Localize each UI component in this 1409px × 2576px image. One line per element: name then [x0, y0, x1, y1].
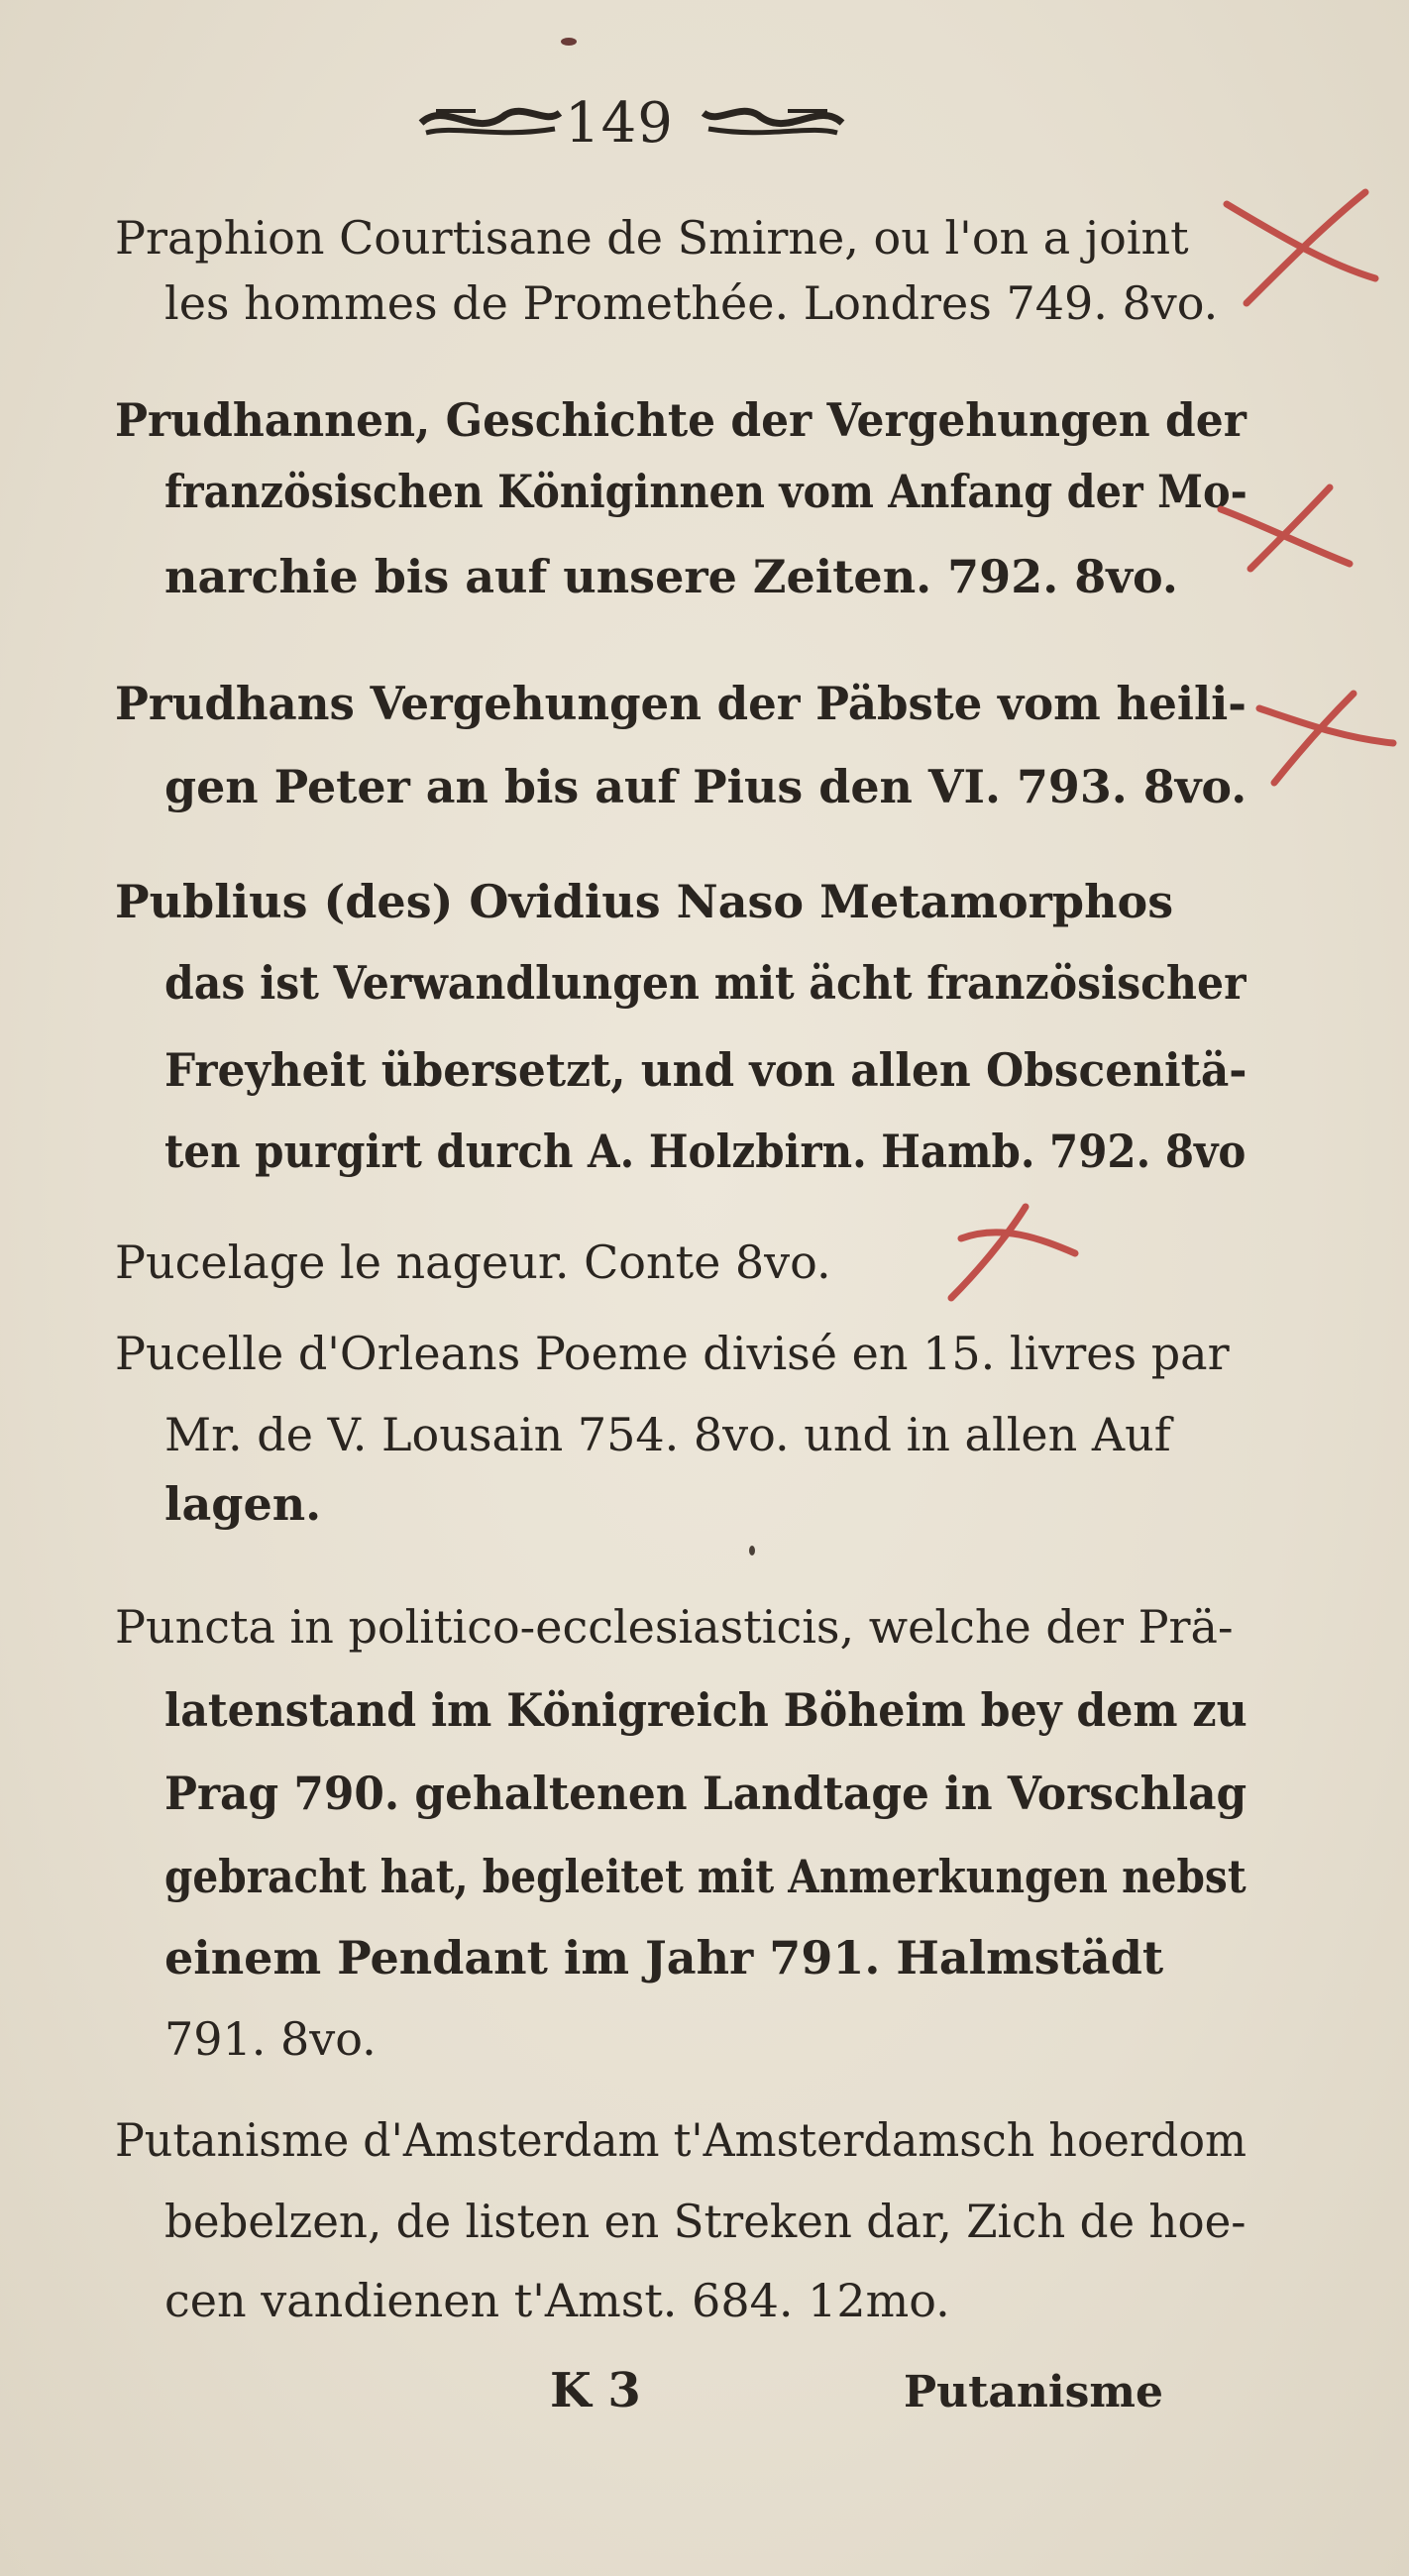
red-cross-mark-icon	[1245, 684, 1403, 793]
entry-line: cen vandienen t'Amst. 684. 12mo.	[164, 2274, 950, 2327]
right-ornament-icon	[699, 95, 847, 145]
entry-line: Prudhannen, Geschichte der Vergehungen der	[115, 393, 1246, 447]
signature-mark: K 3	[550, 2363, 641, 2418]
entry-line: Pucelle d'Orleans Poeme divisé en 15. livres par	[115, 1327, 1230, 1380]
entry-line: ten purgirt durch A. Holzbirn. Hamb. 792. 8vo	[164, 1125, 1246, 1178]
red-cross-mark-icon	[1217, 184, 1385, 313]
entry-line: Praphion Courtisane de Smirne, ou l'on a joint	[115, 211, 1189, 265]
entry-line: französischen Königinnen vom Anfang der Mo-	[164, 465, 1247, 518]
entry-line: lagen.	[164, 1477, 322, 1531]
entry-line: Putanisme d'Amsterdam t'Amsterdamsch hoerdom	[115, 2113, 1247, 2167]
catchword: Putanisme	[904, 2367, 1163, 2417]
left-ornament-icon	[416, 95, 565, 145]
entry-line: Pucelage le nageur. Conte 8vo.	[115, 1235, 831, 1289]
entry-line: gen Peter an bis auf Pius den VI. 793. 8vo.	[164, 760, 1247, 813]
entry-line: einem Pendant im Jahr 791. Halmstädt	[164, 1931, 1164, 1985]
entry-line: Prag 790. gehaltenen Landtage in Vorschlag	[164, 1767, 1247, 1820]
page-footer	[0, 2363, 1409, 2442]
entry-line: Freyheit übersetzt, und von allen Obscenitä-	[164, 1043, 1247, 1097]
entry-line: bebelzen, de listen en Streken dar, Zich de hoe-	[164, 2195, 1246, 2248]
entry-line: Puncta in politico-ecclesiasticis, welche der Prä-	[115, 1600, 1234, 1654]
ink-speck	[749, 1546, 755, 1556]
entry-line: Prudhans Vergehungen der Päbste vom heili-	[115, 677, 1246, 730]
entry-line: les hommes de Promethée. Londres 749. 8vo.	[164, 276, 1219, 330]
red-cross-mark-icon	[941, 1199, 1080, 1308]
page-header	[0, 83, 1409, 162]
ink-speck	[561, 38, 577, 46]
entry-line: 791. 8vo.	[164, 2012, 377, 2066]
entry-line: narchie bis auf unsere Zeiten. 792. 8vo.	[164, 550, 1178, 603]
entry-line: latenstand im Königreich Böheim bey dem zu	[164, 1683, 1247, 1737]
red-cross-mark-icon	[1211, 480, 1359, 579]
entry-line: Publius (des) Ovidius Naso Metamorphos	[115, 875, 1174, 928]
entry-line: gebracht hat, begleitet mit Anmerkungen nebst	[164, 1850, 1246, 1903]
entry-line: Mr. de V. Lousain 754. 8vo. und in allen Auf	[164, 1408, 1171, 1461]
entry-line: das ist Verwandlungen mit ächt französischer	[164, 956, 1246, 1010]
page-number: 149	[565, 91, 674, 156]
